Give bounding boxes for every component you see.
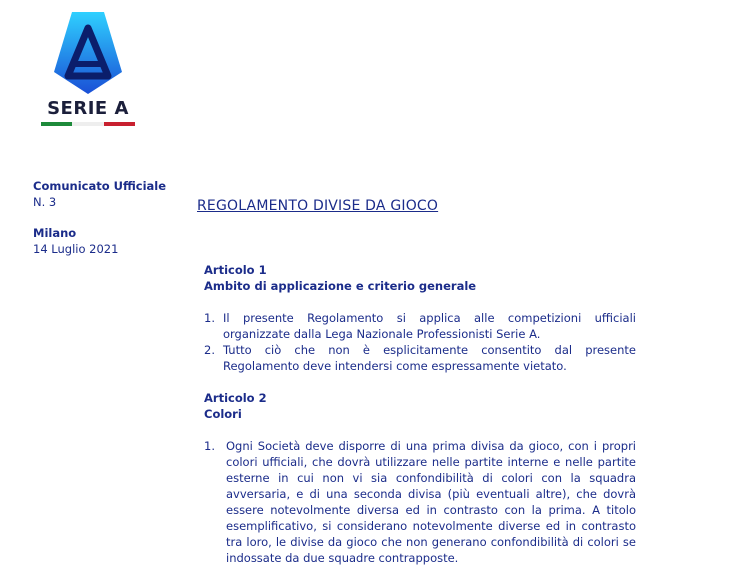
article-subtitle: Ambito di applicazione e criterio generale — [204, 279, 477, 293]
italian-flag-stripe — [41, 122, 135, 126]
serie-a-emblem-icon — [38, 10, 138, 98]
item-number: 1. — [204, 439, 215, 453]
item-text: Tutto ciò che non è esplicitamente consentito dal presente Regolamento deve intendersi come espressamente vietato. — [223, 343, 636, 373]
communique-label: Comunicato Ufficiale — [33, 179, 167, 193]
communique-number: N. 3 — [33, 195, 57, 209]
item-text: Il presente Regolamento si applica alle competizioni ufficiali organizzate dalla Lega Nazionale Professionisti Serie A. — [223, 311, 636, 341]
date: 14 Luglio 2021 — [33, 242, 119, 256]
logo-text: SERIE A — [47, 98, 129, 119]
document-title: REGOLAMENTO DIVISE DA GIOCO — [197, 198, 439, 214]
article-list — [204, 310, 636, 374]
article-heading: Articolo 2 — [204, 391, 267, 405]
article-subtitle: Colori — [204, 407, 242, 421]
list-item — [204, 342, 636, 374]
list-item — [204, 310, 636, 342]
document-body — [204, 262, 636, 566]
item-text: Ogni Società deve disporre di una prima divisa da gioco, con i propri colori ufficiali, che dovrà utilizzare nelle partite interne e nelle partite esterne in cui non vi sia confondibilità di colori con la squadra avversaria, e di una seconda divisa (più eventuali altre), che dovrà essere notevolmente diversa ed in contrasto con la prima. A titolo esemplificativo, si considerano notevolmente diverse ed in contrasto tra loro, le divise da gioco che non generano confondibilità di colori se indossate da due squadre contrapposte. — [226, 439, 636, 565]
article-2 — [204, 390, 636, 566]
communique-info — [33, 178, 166, 210]
place-date — [33, 225, 118, 257]
serie-a-logo — [38, 10, 138, 128]
list-item — [204, 438, 636, 566]
article-list — [204, 438, 636, 566]
item-number: 1. — [204, 311, 215, 325]
article-heading: Articolo 1 — [204, 263, 267, 277]
city: Milano — [33, 226, 77, 240]
item-number: 2. — [204, 343, 215, 357]
article-1 — [204, 262, 636, 374]
